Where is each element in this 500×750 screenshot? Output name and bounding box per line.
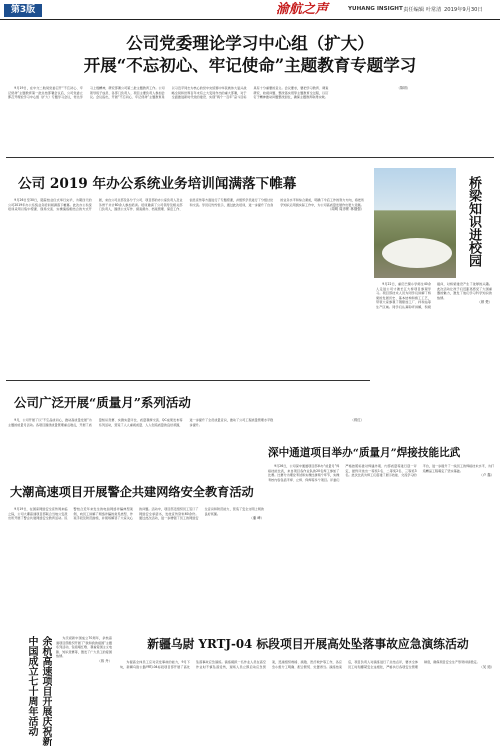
deepsea-body (268, 464, 494, 630)
sidebar-body (56, 636, 112, 746)
network-title: 大潮高速项目开展警企共建网络安全教育活动 (10, 485, 254, 499)
training-title: 公司 2019 年办公系统业务培训闻满落下帷幕 (18, 176, 297, 192)
bottom-byline: （吴 迪） (479, 664, 494, 669)
training-body (8, 198, 364, 376)
network-byline: （潘 峰） (249, 516, 264, 521)
lead-byline: （陈明） (396, 86, 411, 90)
masthead-logo: 渝航之声 (276, 2, 329, 17)
bottom-title: 新疆乌尉 YRTJ-04 标段项目开展高处坠落事故应急演练活动 (147, 637, 469, 651)
deepsea-byline: （卢 鑫） (479, 473, 494, 478)
divider (6, 157, 494, 158)
bottom-body-text: 为提高全体员工应对突发事故的能力，9月下旬，新疆乌尉公路YRTJ-04标段项目部开展了高处坠落事故应急演练。演练模拟一名作业人员在高空作业时不慎坠落受伤，现场人员立即启动应急预案，迅速组织救援、疏散、医疗救护等工作，各应急小组分工明确、配合默契、处置得当。演练结束后，项目负责人对演练进行了总结点评，要求全体员工时刻绷紧安全这根弦，严格执行各项安全管理制度，确保项目安全生产形势持续稳定。 (120, 660, 480, 669)
masthead-editor: · 责任编辑 叶常清 (400, 7, 442, 13)
quality-body-text: 9月，公司开展了以“不忘品质初心，推动高质量发展”为主题的质量月活动。各项目围绕质量管理重点难点，开展了质量知识竞赛、实测实量评比、质量观摩交流、QC成果发布等系列活动，营造了人人重视质量、人人创造质量的良好氛围，进一步提升了全员质量意识，推动了公司工程质量管理水平稳步提升。 (8, 418, 274, 427)
lead-title-line2: 开展“不忘初心、牢记使命”主题教育专题学习 (83, 56, 417, 75)
sidebar-body-text: 为庆祝新中国成立70周年，余杭高速项目部组织开展了“我和我的祖国”主题系列活动，包括唱红歌、观看爱国主义电影、知识竞赛等，激发了广大员工的爱国热情。 (56, 636, 112, 659)
masthead-date: 2019年9月30日 (444, 7, 483, 13)
campus-body (376, 282, 492, 376)
training-byline: （周明 周彦彬 林继强） (327, 207, 364, 212)
campus-visit-photo (374, 168, 456, 278)
training-body-text: 9月26日至30日，随着结业仪式举行完毕，为期四天的公司2019年办公系统业务培训闻满落下帷幕。此次办公系统培训采用以集中授课、现场交流、实操演练相结合的方式开展，来自公司总部及各分子公司、项目部的办公室负责人及业务骨干共计80余人参加培训。培训邀请了公司领导及相关部门负责人，围绕公文写作、督查督办、档案管理、保密工作、信息宣传等方面进行了专题授课，并组织学员进行了分组讨论和交流。学员们纷纷表示，通过此次培训，进一步提升了自身的业务水平和综合素质，明确了今后工作的努力方向，将把所学知识运用到实际工作中，为公司高质量发展作出更大贡献。 (8, 198, 364, 212)
sidebar-vertical-title: 余杭高速项目开展庆祝新中国成立七十周年活动 (26, 636, 51, 746)
quality-byline: （蒋红） (350, 418, 364, 422)
campus-body-text: 9月22日，重庆巴蜀小学师生40余人走进公司寸滩长江大桥项目参观学习。项目部技术人员为同学们讲解了桥梁的发展历史、基本结构和施工工艺，带领大家参观了钢筋加工厂、拌和站等生产区域。同学们认真聆听讲解，积极提问，对桥梁建设产生了浓厚的兴趣。此次活动让孩子们近距离感受了大国重器的魅力，激发了他们学习科学知识的热情。 (376, 282, 492, 309)
network-body-text: 9月19日，在国家网络安全宣传周来临之际，公司大潮高速项目部联合当地公安派出所开展了警企共建网络安全教育活动。民警结合近年来发生的电信网络诈骗典型案例，向员工讲解了网络诈骗的常见类型、作案手段及防范措施，并现场解答了大家关心的问题。活动中，项目部还组织员工签订了网络安全承诺书，发放宣传资料60余份。通过此次活动，进一步增强了员工的网络安全意识和防范能力，营造了安全文明上网的良好氛围。 (8, 507, 264, 521)
campus-byline: （颜 楚） (477, 300, 492, 305)
masthead-section: YUHANG INSIGHT (348, 6, 403, 12)
masthead (0, 0, 500, 20)
lead-body-text: 9月19日，在中交二航局党委召开“不忘初心、牢记使命”主题教育第一批总结部署会议后，公司党委立即召开理论学习中心组（扩大）专题学习会议，传达学习上级精神，研究部署公司第二批主题教育工作。公司领导班子成员、各部门负责人、项目主要负责人参加会议。会议指出，开展“不忘初心、牢记使命”主题教育是以习近平同志为核心的党中央统筹中华民族伟大复兴战略全局和世界百年未有之大变局作出的重大部署，对于全面推进新时代党的建设、实现“两个一百年”奋斗目标具有十分重要的意义。会议要求，要把学习教育、调查研究、检视问题、整改落实贯穿主题教育全过程，以钉钉子精神推动问题整改到位，确保主题教育取得实效。 (8, 86, 329, 100)
page-badge: 第3版 (4, 4, 42, 17)
deepsea-title: 深中通道项目举办“质量月”焊接技能比武 (268, 447, 461, 459)
photo-caption: 桥梁知识进校园 (466, 176, 481, 267)
network-body (8, 507, 264, 627)
bottom-body (120, 660, 494, 746)
divider (6, 380, 370, 381)
quality-title: 公司广泛开展“质量月”系列活动 (14, 395, 191, 410)
lead-title-line1: 公司党委理论学习中心组（扩大） (126, 34, 374, 53)
sidebar-byline: （蒋 丹） (97, 658, 112, 663)
photo-crowd-shape (382, 238, 452, 268)
lead-body (8, 86, 492, 152)
deepsea-body-text: 9月26日，公司深中通道项目部举办“质量月”焊接技能比武，来自项目各作业队的20名焊工参加了比赛。比赛分为理论考试和实操比拼两个环节，实操考核内容包括平焊、立焊、仰焊等多个项目。评委们严格按照标准对焊缝外观、内部质量等进行逐一评定，最终评选出一等奖1名、二等奖2名、三等奖3名。此次比武为焊工们搭建了展示技能、交流学习的平台，进一步提升了一线员工的焊接技术水平，为打造精品工程奠定了坚实基础。 (268, 464, 494, 482)
